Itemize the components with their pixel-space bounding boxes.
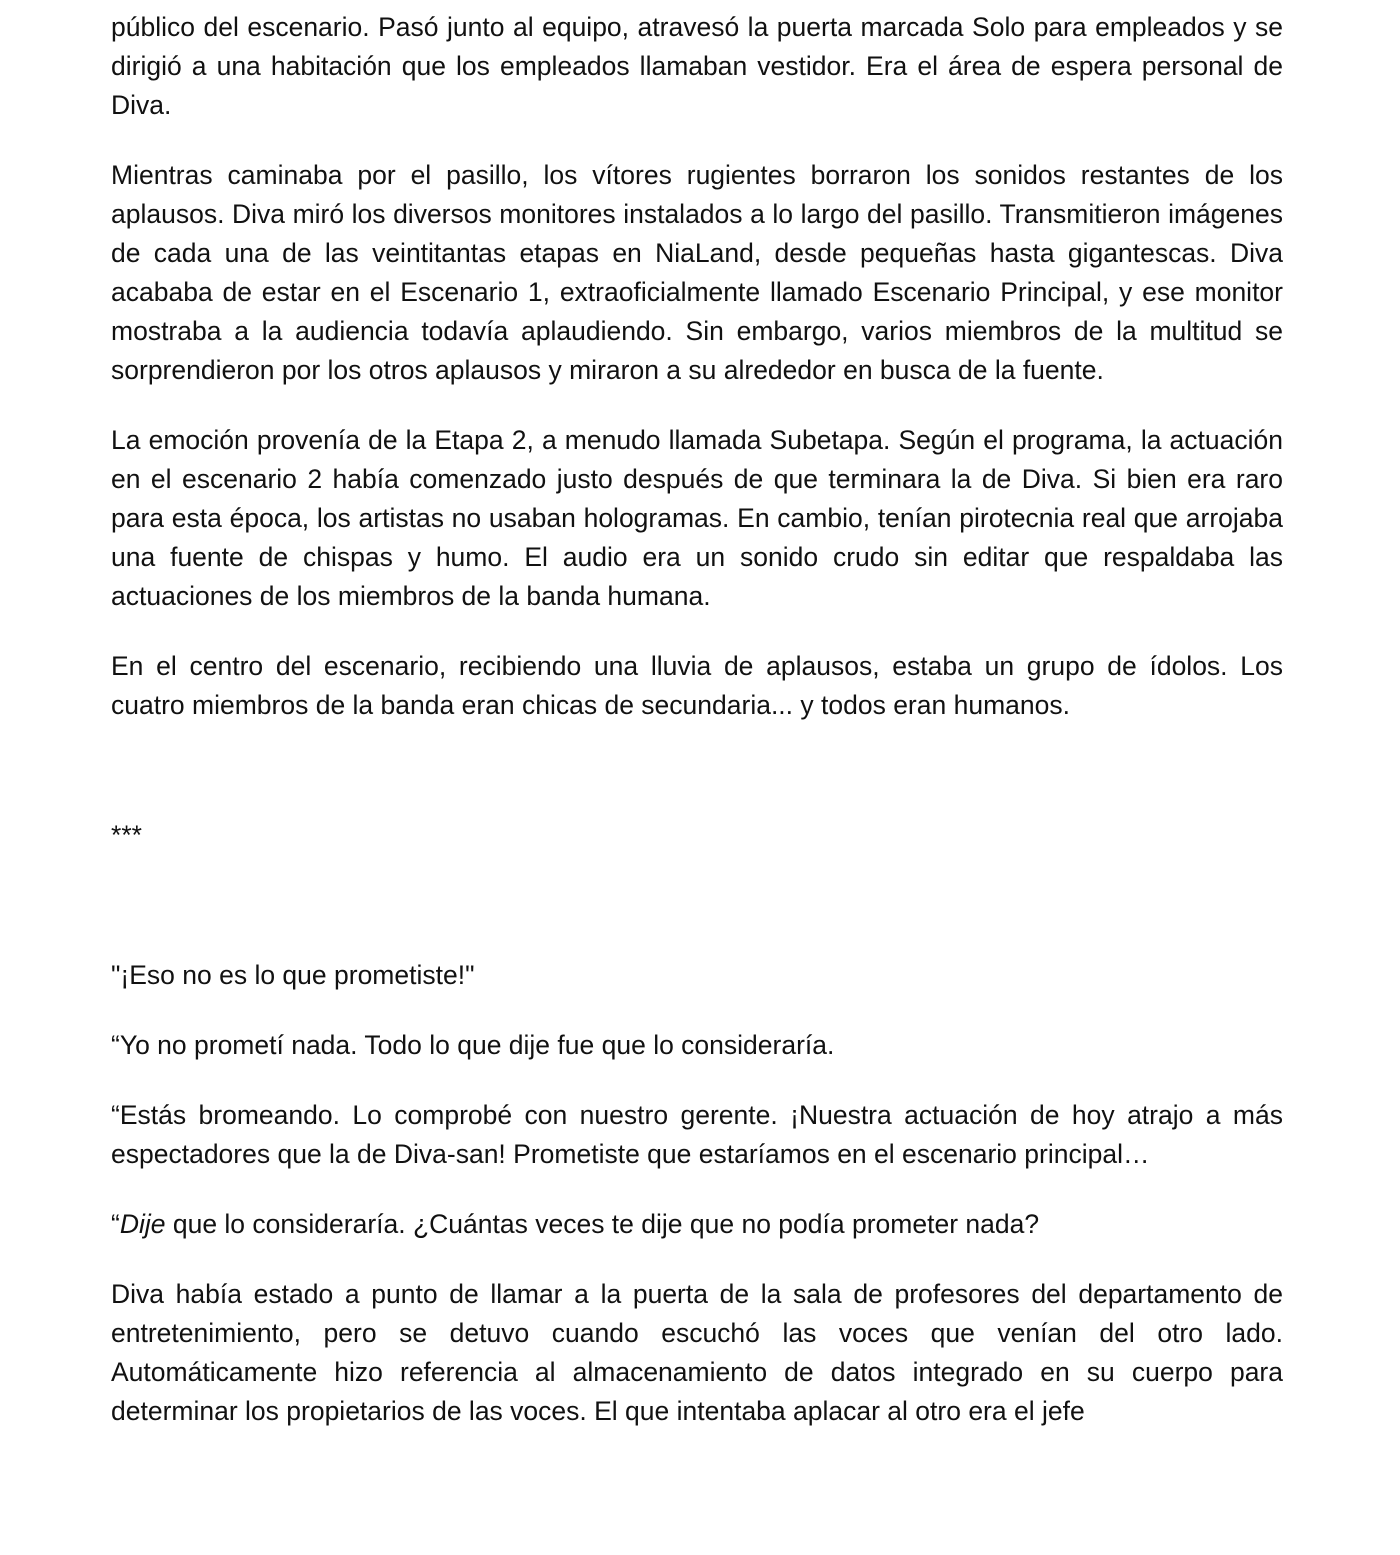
document-page [111,8,1283,1462]
dialogue-line-2: “Yo no prometí nada. Todo lo que dije fue que lo consideraría. [111,1030,835,1060]
scene-separator: *** [111,820,142,850]
dialogue-line-4-italic-word: Dije [119,1209,166,1239]
paragraph-3: La emoción provenía de la Etapa 2, a menudo llamada Subetapa. Según el programa, la actuación en el escenario 2 había comenzado justo después de que terminara la de Diva. Si bien era raro para esta época, los artistas no usaban hologramas. En cambio, tenían pirotecnia real que arrojaba una fuente de chispas y humo. El audio era un sonido crudo sin editar que respaldaba las actuaciones de los miembros de la banda humana. [111,425,1283,611]
dialogue-line-1: "¡Eso no es lo que prometiste!" [111,960,475,990]
dialogue-line-4-prefix: “ [111,1209,120,1239]
dialogue-line-4-rest: que lo consideraría. ¿Cuántas veces te dije que no podía prometer nada? [165,1209,1040,1239]
closing-paragraph: Diva había estado a punto de llamar a la puerta de la sala de profesores del departamento de entretenimiento, pero se detuvo cuando escuchó las voces que venían del otro lado. Automáticamente hizo referencia al almacenamiento de datos integrado en su cuerpo para determinar los propietarios de las voces. El que intentaba aplacar al otro era el jefe [111,1279,1283,1426]
paragraph-2: Mientras caminaba por el pasillo, los vítores rugientes borraron los sonidos restantes de los aplausos. Diva miró los diversos monitores instalados a lo largo del pasillo. Transmitieron imágenes de cada una de las veintitantas etapas en NiaLand, desde pequeñas hasta gigantescas. Diva acababa de estar en el Escenario 1, extraoficialmente llamado Escenario Principal, y ese monitor mostraba a la audiencia todavía aplaudiendo. Sin embargo, varios miembros de la multitud se sorprendieron por los otros aplausos y miraron a su alrededor en busca de la fuente. [111,160,1283,385]
paragraph-4: En el centro del escenario, recibiendo una lluvia de aplausos, estaba un grupo de ídolos. Los cuatro miembros de la banda eran chicas de secundaria... y todos eran humanos. [111,651,1283,720]
dialogue-line-3: “Estás bromeando. Lo comprobé con nuestro gerente. ¡Nuestra actuación de hoy atrajo a más espectadores que la de Diva-san! Prometiste que estaríamos en el escenario principal… [111,1100,1283,1169]
paragraph-1: público del escenario. Pasó junto al equipo, atravesó la puerta marcada Solo para empleados y se dirigió a una habitación que los empleados llamaban vestidor. Era el área de espera personal de Diva. [111,12,1283,120]
dialogue-line-4 [111,1205,1283,1244]
